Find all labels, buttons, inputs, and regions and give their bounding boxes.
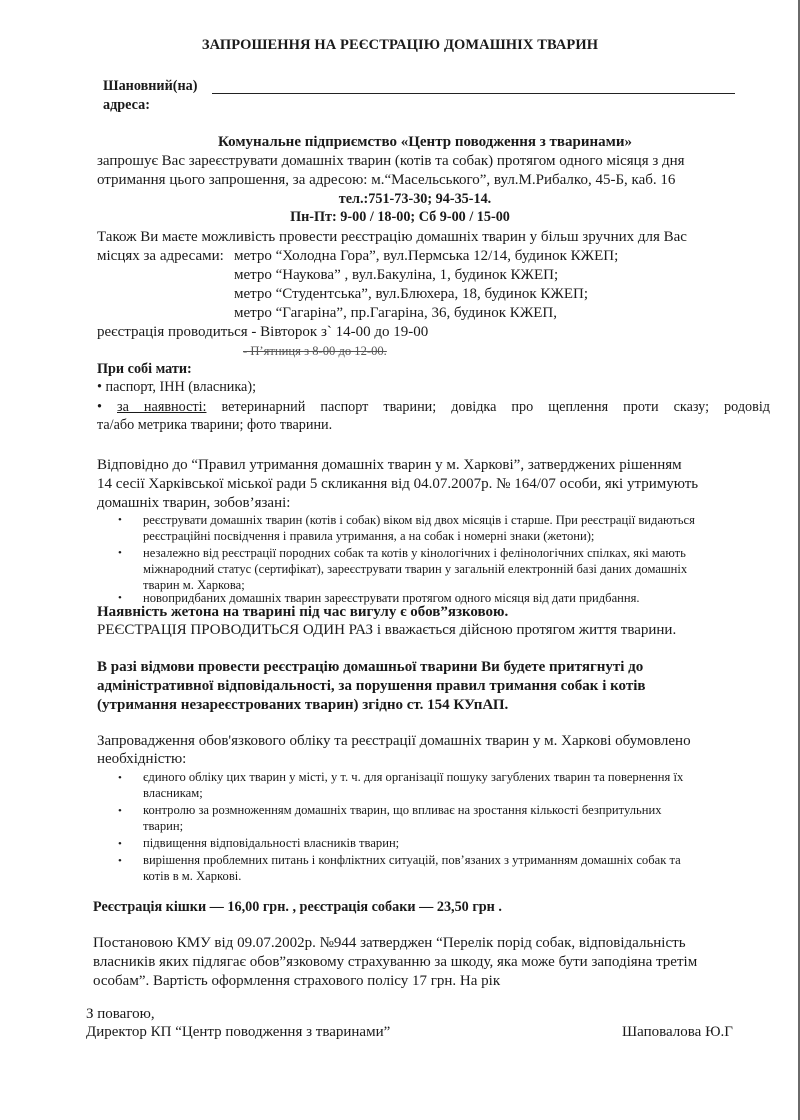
rules-item-2-line-2: міжнародний статус (сертифікат), зареєструвати тварин у загальній електронній базі даних домашніх	[143, 562, 688, 576]
bring-item-1	[97, 379, 256, 396]
signer-position: Директор КП “Центр поводження з тваринами”	[86, 1024, 391, 1040]
closing: З повагою,	[86, 1006, 155, 1022]
bullet-icon: •	[118, 547, 122, 559]
penalty-line-1: В разі відмови провести реєстрацію домашньої тварини Ви будете притягнуті до	[97, 659, 644, 675]
necessity-item-1-line-1: єдиного обліку цих тварин у місті, у т. ч. для організації пошуку загублених тварин та повернення їх	[143, 770, 684, 784]
rules-line-3: домашніх тварин, зобов’язані:	[97, 495, 291, 511]
org-hours: Пн-Пт: 9-00 / 18-00; Сб 9-00 / 15-00	[290, 209, 510, 225]
necessity-line-1: Запровадження обов'язкового обліку та реєстрації домашніх тварин у м. Харкові обумовлено	[97, 733, 691, 749]
token-note: Наявність жетона на тварині під час вигулу є обов”язковою.	[97, 604, 509, 620]
necessity-item-2-line-1: контролю за розмноженням домашніх тварин, що впливає на зростання кількості безпритульних	[143, 803, 662, 817]
registration-once-rest: і вважається дійсною протягом життя тварини.	[373, 622, 677, 638]
signer-name: Шаповалова Ю.Г	[622, 1024, 733, 1040]
location-item: метро “Наукова” , вул.Бакуліна, 1, будинок КЖЕП;	[234, 267, 559, 283]
location-item: метро “Студентська”, вул.Блюхера, 18, будинок КЖЕП;	[234, 286, 589, 302]
document-title: ЗАПРОШЕННЯ НА РЕЄСТРАЦІЮ ДОМАШНІХ ТВАРИН	[201, 37, 599, 53]
penalty-line-3: (утримання незареєстрованих тварин) згідно ст. 154 КУпАП.	[97, 697, 509, 713]
org-name: Комунальне підприємство «Центр поводження з тваринами»	[218, 134, 632, 150]
bring-item-2-cont: та/або метрика тварини; фото тварини.	[97, 417, 333, 433]
schedule-friday-struck: - П’ятниця з 8-00 до 12-00.	[243, 344, 387, 358]
bullet-icon: •	[97, 379, 102, 395]
bullet-icon: •	[118, 855, 122, 867]
bring-item-2-text: ветеринарний паспорт тварини; довідка про щеплення проти сказу; родовід	[221, 399, 770, 415]
bullet-icon: •	[118, 514, 122, 526]
necessity-item-4-line-2: котів в м. Харкові.	[143, 869, 242, 883]
bullet-icon: •	[118, 772, 122, 784]
penalty-line-2: адміністративної відповідальності, за порушення правил тримання собак і котів	[97, 678, 646, 694]
insurance-line-3: особам”. Вартість оформлення страхового полісу 17 грн. На рік	[93, 973, 501, 989]
necessity-item-1-line-2: власникам;	[143, 786, 203, 800]
bring-heading: При собі мати:	[97, 361, 192, 377]
org-phones: тел.:751-73-30; 94-35-14.	[338, 191, 492, 207]
insurance-line-1: Постановою КМУ від 09.07.2002р. №944 затверджен “Перелік порід собак, відповідальність	[93, 935, 686, 951]
address-label: адреса:	[103, 97, 150, 113]
registration-once-caps: РЕЄСТРАЦІЯ ПРОВОДИТЬСЯ ОДИН РАЗ	[97, 622, 374, 638]
registration-once	[97, 622, 676, 639]
bullet-icon: •	[118, 592, 122, 604]
bring-item-1-text: паспорт, ІНН (власника);	[105, 379, 257, 395]
bullet-icon: •	[118, 805, 122, 817]
alt-intro-line: Також Ви маєте можливість провести реєстрацію домашніх тварин у більш зручних для Вас	[97, 229, 687, 245]
rules-item-2-line-1: незалежно від реєстрації породних собак та котів у кінологічних і фелінологічних спілках, які мають	[143, 546, 686, 560]
rules-line-1: Відповідно до “Правил утримання домашніх тварин у м. Харкові”, затверджених рішенням	[97, 457, 682, 473]
rules-item-1-line-2: реєстраційні посвідчення і правила утримання, а на собак і номерні знаки (жетони);	[143, 529, 595, 543]
rules-line-2: 14 сесії Харківської міської ради 5 скликання від 04.07.2007р. № 164/07 особи, які утримують	[97, 476, 699, 492]
bullet-icon: •	[118, 838, 122, 850]
addressee-label: Шановний(на)	[103, 78, 198, 94]
invite-line-1: запрошує Вас зареєструвати домашніх тварин (котів та собак) протягом одного місяця з дня	[97, 153, 685, 169]
registration-fees: Реєстрація кішки — 16,00 грн. , реєстрація собаки — 23,50 грн .	[93, 899, 502, 915]
location-item: метро “Гагаріна”, пр.Гагаріна, 36, будинок КЖЕП,	[234, 305, 557, 321]
alt-intro-prefix: місцях за адресами:	[97, 248, 224, 264]
necessity-item-2-line-2: тварин;	[143, 819, 184, 833]
bring-item-2-condition: за наявності:	[117, 399, 207, 415]
bring-item-2	[97, 399, 770, 416]
schedule-tuesday: реєстрація проводиться - Вівторок з` 14-00 до 19-00	[97, 324, 429, 340]
addressee-fill-line[interactable]	[212, 93, 735, 94]
rules-item-1-line-1: реєструвати домашніх тварин (котів і собак) віком від двох місяців і старше. При реєстрації видаються	[143, 513, 695, 527]
bullet-icon: •	[97, 399, 102, 415]
necessity-item-3-line-1: підвищення відповідальності власників тварин;	[143, 836, 400, 850]
necessity-line-2: необхідністю:	[97, 751, 187, 767]
rules-item-2-line-3: тварин м. Харкова;	[143, 578, 245, 592]
invite-line-2: отримання цього запрошення, за адресою: м.“Масельського”, вул.М.Рибалко, 45-Б, каб. 16	[97, 172, 676, 188]
necessity-item-4-line-1: вирішення проблемних питань і конфліктних ситуацій, пов’язаних з утриманням домашніх собак та	[143, 853, 681, 867]
location-item: метро “Холодна Гора”, вул.Пермська 12/14, будинок КЖЕП;	[234, 248, 619, 264]
rules-item-3-line-1: новопридбаних домашніх тварин зареєструвати протягом одного місяця від дати придбання.	[143, 591, 640, 605]
insurance-line-2: власників яких підлягає обов”язковому страхуванню за шкоду, яка може бути заподіяна третім	[93, 954, 698, 970]
